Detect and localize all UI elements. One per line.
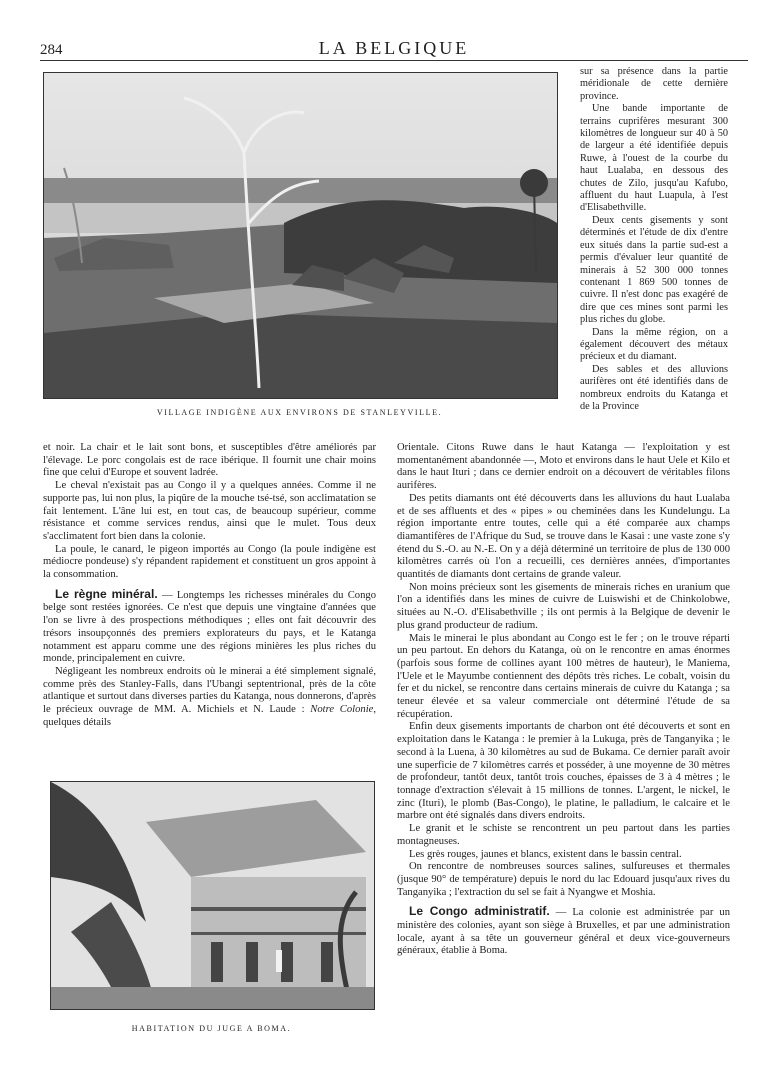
paragraph: Dans la même région, on a également découvert des métaux précieux et du diamant. [580,326,728,363]
paragraph-text: Négligeant les nombreux endroits où le minerai a été simplement signalé, comme près des Stanley-Falls, dans l'Ubangi septentrional, près de la côte atlantique et surtout dans diverses parties du Katanga, nous donnerons, d'après le précieux ouvrage de MM. A. Michiels et N. Laude : [43,665,376,716]
paragraph-text: , quelques détails [43,704,377,728]
paragraph: Le cheval n'existait pas au Congo il y a quelques années. Comme il ne supporte pas, lui non plus, la piqûre de la mouche tsé-tsé, son acclimatation se fait lentement. L'âne lui est, en tout cas, de beaucoup supérieur, comme résistance et comme services rendus, ainsi que le mulet. Tous deux s'acclimatent fort bien dans la colonie. [43,480,376,542]
book-title: Notre Colonie [310,704,374,716]
paragraph: On rencontre de nombreuses sources salines, sulfureuses et thermales (jusque 90° de température) depuis le nord du lac Edouard jusqu'aux rives du Tanganyika ; l'extraction du sel se fait à Nyangwe et Moshia. [397,861,730,898]
paragraph: Orientale. Citons Ruwe dans le haut Katanga — l'exploitation y est momentanément abandonnée —, Moto et environs dans le haut Uele et Kilo et dans le haut Ituri ; dans ce dernier endroit on a découvert de véritables filons aurifères. [397,442,730,492]
left-column [43,442,376,729]
paragraph: et noir. La chair et le lait sont bons, et susceptibles d'être améliorés par l'élevage. Le porc congolais est de race ibérique. Il fournit une chair moins fine que celui d'Europe et souvent ladrée. [43,442,376,479]
section-text: — La colonie est administrée par un ministère des colonies, ayant son siège à Bruxelles, et par une administration locale, ayant à sa tête un gouverneur général et deux vice-gouverneurs généraux, établie à Boma. [397,907,730,957]
section-heading: Le règne minéral. [55,586,158,601]
habitation-photo [50,781,375,1010]
paragraph: Des petits diamants ont été découverts dans les alluvions du haut Lualaba et de ses affluents et des « pipes » ou cheminées dans les Kundelungu. La région importante entre toutes, celle qui a été comparée aux champs diamantifères de l'Afrique du Sud, se trouve dans le Kasai : une vaste zone s'y étend du S.-O. au N.-E. On y a déjà déterminé un territoire de plus de 130 000 kilomètres carrés où l'on a recueilli, ces dernières années, d'importantes quantités de diamants dont certains de grande valeur. [397,492,730,581]
paragraph: Le granit et le schiste se rencontrent un peu partout dans les parties montagneuses. [397,823,730,847]
section-heading: Le Congo administratif. [409,904,550,919]
village-caption: VILLAGE INDIGÈNE AUX ENVIRONS DE STANLEYVILLE. [156,408,443,417]
paragraph: La poule, le canard, le pigeon importés au Congo (la poule indigène est médiocre pondeuse) s'y répandent rapidement et constituent un gros appoint à la consommation. [43,543,376,581]
paragraph: Une bande importante de terrains cuprifères mesurant 300 kilomètres de longueur sur 40 à 50 de largeur a été identifiée depuis Ruwe, à l'ouest de la courbe du haut Lualaba, en dessous des chutes de Zilo, jusqu'au Kafubo, affluent du haut Luapula, à l'est d'Elisabethville. [580,103,728,214]
paragraph: Enfin deux gisements importants de charbon ont été découverts et sont en exploitation dans le Katanga : le premier à la Lukuga, près de Tanganyika ; le second à la Luena, à 30 kilomètres au sud de Bukama. Ce dernier paraît avoir une superficie de 7 kilomètres carrés et posséder, à une moyenne de 30 mètres de profondeur, tantôt deux, tantôt trois couches, épaisses de 3 à 4 mètres ; le tonnage d'extraction s'élevait à 15 millions de tonnes. L'argent, le nickel, le zinc (Ituri), le plomb (Bas-Congo), le platine, le palladium, le calcaire et le marbre ont été signalés dans divers endroits. [397,721,730,822]
journal-title: LA BELGIQUE [318,38,470,58]
paragraph: Des sables et des alluvions aurifères ont été identifiés dans de nombreux endroits du Katanga et de la Province [580,363,728,412]
running-header [40,10,748,61]
paragraph: sur sa présence dans la partie méridionale de cette dernière province. [580,66,728,102]
paragraph: Non moins précieux sont les gisements de minerais riches en uranium que l'on a identifiés dans les mines de cuivre de Luiswishi et de Chinkolobwe, situées au N.-O. d'Elisabethville ; ils ont permis à la Belgique de devenir le plus grand producteur de radium. [397,581,730,631]
right-column-bottom [397,442,730,958]
right-column-top [580,66,728,413]
habitation-caption: HABITATION DU JUGE A BOMA. [131,1024,292,1033]
village-photo [43,72,558,399]
paragraph: Deux cents gisements y sont déterminés et l'étude de dix d'entre eux situés dans la partie sud-est a permis d'évaluer leur quantité de minerais à 52 300 000 tonnes contenant 1 869 500 tonnes de cuivre. Il n'est donc pas exagéré de dire que ces mines sont parmi les plus riches du globe. [580,214,728,326]
paragraph: Mais le minerai le plus abondant au Congo est le fer ; on le trouve réparti un peu partout. En dehors du Katanga, où on le rencontre en amas énormes (parfois sous forme de collines ayant 100 mètres de hauteur), le Maniema, l'Uele et le Mayumbe contiennent des dépôts très riches. Le cobalt, voisin du fer et du nickel, se rencontre dans certains minerais de cuivre du Katanga ; sa teneur élevée et sa valeur commerciale ont déterminé l'étude de sa récupération. [397,632,730,720]
section-text: — Longtemps les richesses minérales du Congo belge sont restées ignorées. Ce n'est que depuis une vingtaine d'années que l'on se livre à des prospections méthodiques ; elles ont fait découvrir des trésors insoupçonnés des premiers explorateurs du pays, et le Katanga notamment est apparu comme une des régions minières les plus riches du monde, principalement en cuivre. [43,589,376,665]
paragraph: Les grès rouges, jaunes et blancs, existent dans le bassin central. [409,848,682,860]
page-number: 284 [40,42,63,58]
section-congo-administratif [397,905,730,958]
paragraph [43,666,376,730]
section-regne-mineral [43,588,376,666]
